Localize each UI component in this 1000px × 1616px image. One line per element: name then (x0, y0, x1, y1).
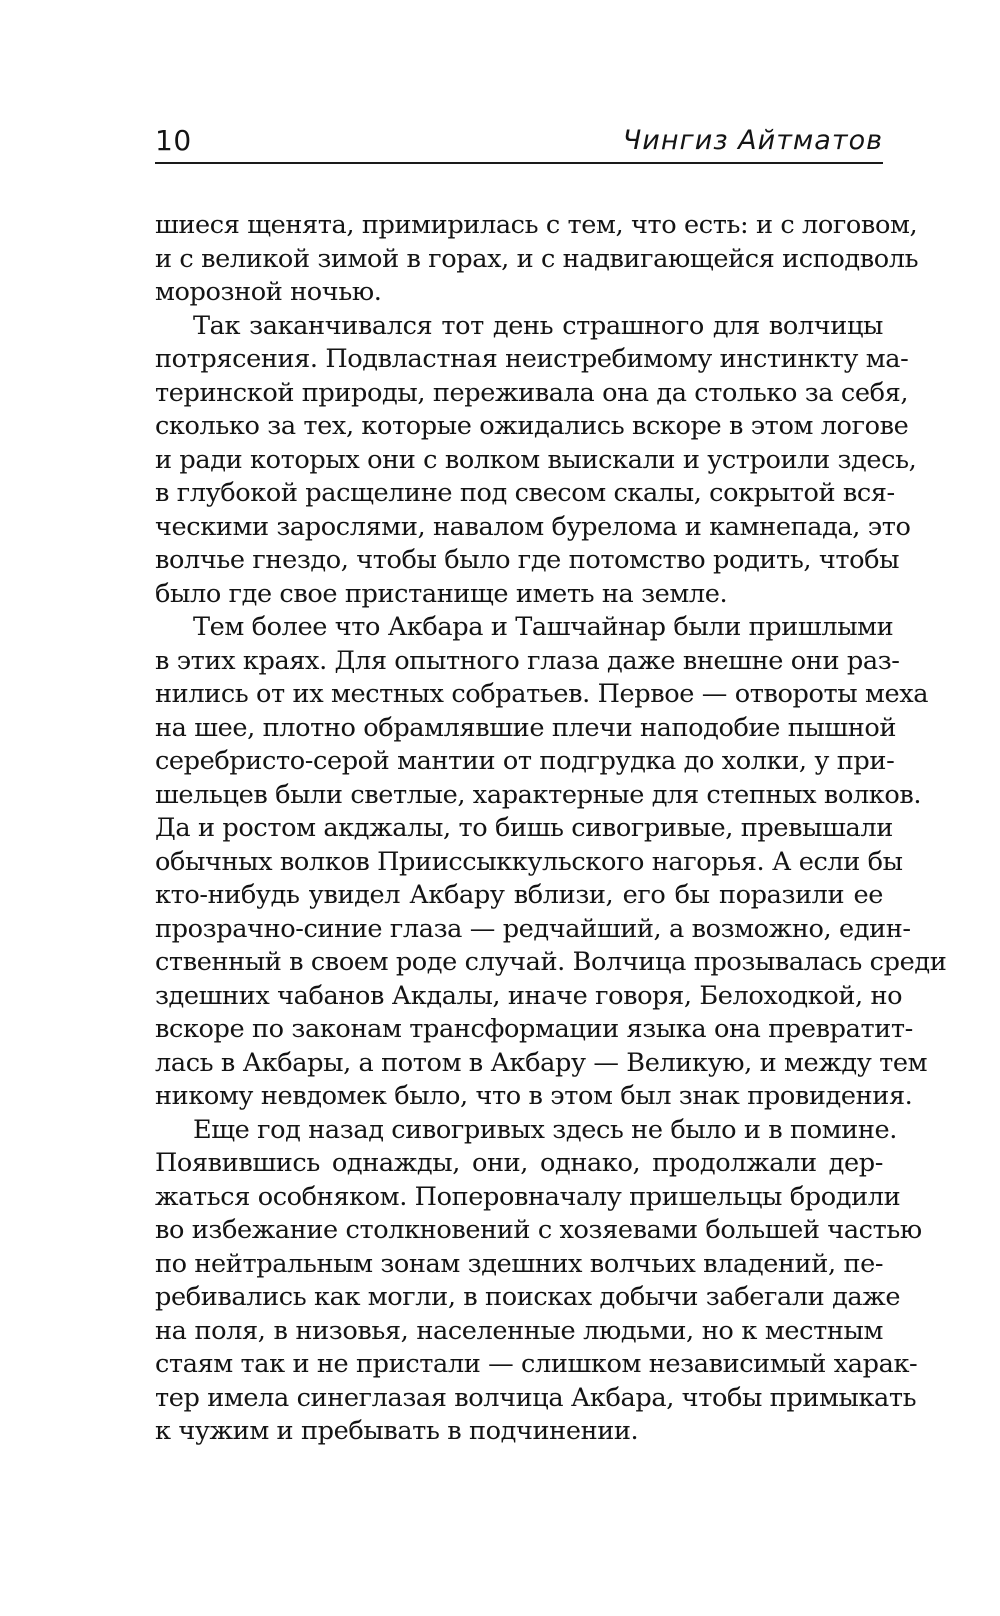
text-line: прозрачно-синие глаза — редчайший, а возможно, един- (155, 913, 911, 944)
text-line: и ради которых они с волком выискали и устроили здесь, (155, 444, 917, 475)
text-line: нились от их местных собратьев. Первое — отвороты меха (155, 679, 929, 709)
text-line: на поля, в низовья, населенные людьми, но к местным (155, 1315, 883, 1346)
paragraph (155, 209, 919, 310)
text-line: тер имела синеглазая волчица Акбара, чтобы примыкать (155, 1382, 917, 1413)
text-line: морозной ночью. (155, 277, 382, 307)
text-line: жаться особняком. Поперовначалу пришельцы бродили (155, 1181, 901, 1212)
paragraph (155, 611, 947, 1114)
text-line: к чужим и пребывать в подчинении. (155, 1416, 639, 1446)
text-line: на шее, плотно обрамлявшие плечи наподобие пышной (155, 712, 897, 743)
text-line: ственный в своем роде случай. Волчица прозывалась среди (155, 947, 947, 977)
text-line: ческими зарослями, навалом бурелома и камнепада, это (155, 511, 911, 542)
page-number: 10 (155, 124, 192, 157)
text-line: Да и ростом акджалы, то бишь сивогривые, превышали (155, 813, 893, 843)
text-line: в глубокой расщелине под свесом скалы, сокрытой вся- (155, 478, 895, 508)
text-line: теринской природы, переживала она да столько за себя, (155, 377, 909, 408)
running-head (155, 118, 883, 164)
text-line: здешних чабанов Акдалы, иначе говоря, Белоходкой, но (155, 980, 903, 1011)
text-line: кто-нибудь увидел Акбару вблизи, его бы поразили ее (155, 880, 883, 910)
paragraph (155, 310, 917, 612)
text-line: никому невдомек было, что в этом был знак провидения. (155, 1081, 913, 1111)
text-line: стаям так и не пристали — слишком независимый харак- (155, 1349, 918, 1379)
text-line: Так заканчивался тот день страшного для волчицы (193, 310, 883, 341)
text-line: Тем более что Акбара и Ташчайнар были пришлыми (193, 612, 894, 642)
text-line: шельцев были светлые, характерные для степных волков. (155, 779, 922, 810)
text-line: и с великой зимой в горах, и с надвигающейся исподволь (155, 243, 919, 274)
text-line: шиеся щенята, примирилась с тем, что есть: и с логовом, (155, 210, 918, 240)
text-line: Еще год назад сивогривых здесь не было и в помине. (193, 1114, 898, 1145)
text-line: по нейтральным зонам здешних волчьих владений, пе- (155, 1248, 884, 1279)
text-line: обычных волков Прииссыккульского нагорья. А если бы (155, 846, 903, 877)
text-line: в этих краях. Для опытного глаза даже внешне они раз- (155, 645, 900, 676)
paragraph (155, 1114, 922, 1449)
text-line: ребивались как могли, в поисках добычи забегали даже (155, 1282, 901, 1312)
text-line: было где свое пристанище иметь на земле. (155, 578, 728, 609)
text-line: сколько за тех, которые ожидались вскоре в этом логове (155, 411, 909, 441)
text-line: Появившись однажды, они, однако, продолжали дер- (155, 1148, 883, 1178)
text-line: вскоре по законам трансформации языка она превратит- (155, 1014, 913, 1044)
text-line: серебристо-серой мантии от подгрудка до холки, у при- (155, 746, 895, 776)
text-line: во избежание столкновений с хозяевами большей частью (155, 1215, 922, 1245)
running-title: Чингиз Айтматов (622, 125, 883, 156)
body-text (155, 209, 947, 1449)
text-line: лась в Акбары, а потом в Акбару — Великую, и между тем (155, 1047, 928, 1078)
text-line: потрясения. Подвластная неистребимому инстинкту ма- (155, 344, 909, 374)
text-line: волчье гнездо, чтобы было где потомство родить, чтобы (155, 545, 900, 575)
